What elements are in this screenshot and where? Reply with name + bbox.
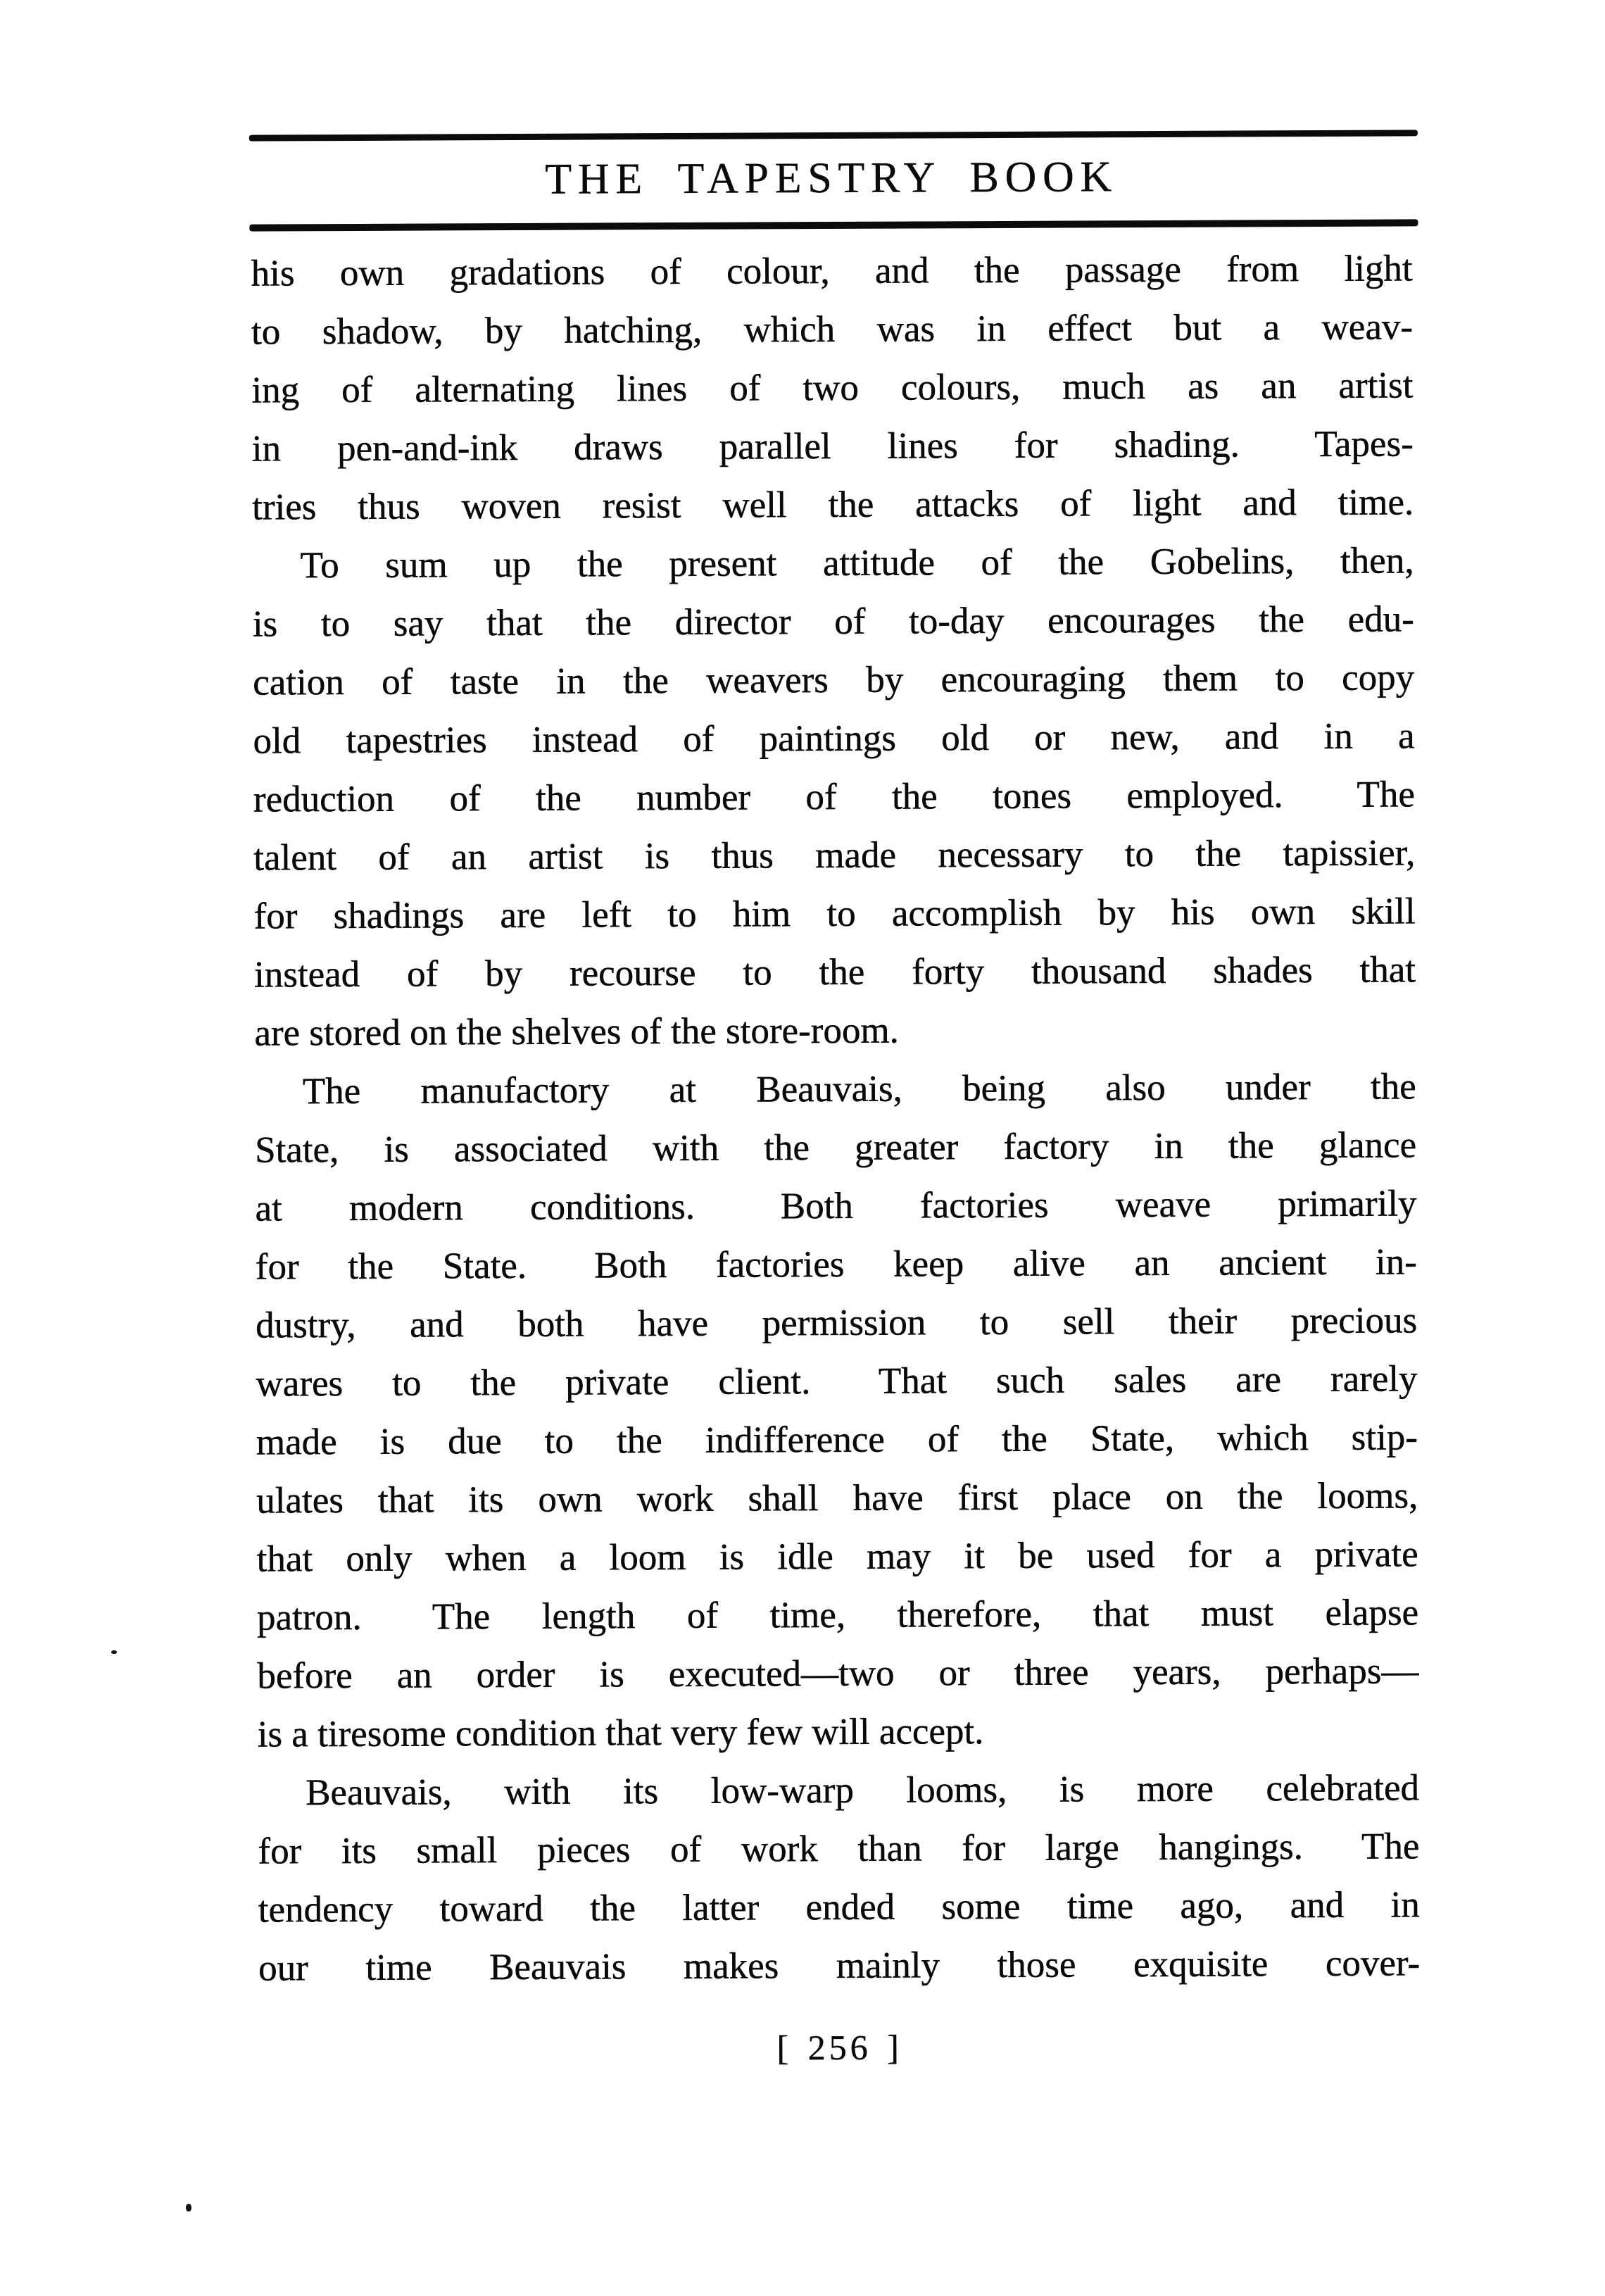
header-rule-top	[249, 130, 1418, 141]
text-line: made is due to the indifference of the State, which stip-	[256, 1417, 1418, 1463]
page-number: [ 256 ]	[776, 2027, 902, 2068]
text-line: patron. The length of time, therefore, that must elapse	[256, 1592, 1419, 1638]
text-line: tendency toward the latter ended some time ago, and in	[258, 1884, 1420, 1931]
text-line: old tapestries instead of paintings old or new, and in a	[253, 715, 1415, 762]
text-line: for shadings are left to him to accomplish by his own skill	[253, 891, 1416, 937]
text-line: for the State. Both factories keep alive an ancient in-	[255, 1241, 1417, 1288]
text-line: are stored on the shelves of the store-room.	[254, 1010, 899, 1054]
text-line: tries thus woven resist well the attacks of light and time.	[252, 482, 1414, 528]
text-line: wares to the private client. That such sales are rarely	[256, 1358, 1418, 1405]
running-head: THE TAPESTRY BOOK	[545, 153, 1119, 203]
ink-speck	[111, 1650, 117, 1654]
text-line: Beauvais, with its low-warp looms, is more celebrated	[305, 1767, 1420, 1814]
text-line: that only when a loom is idle may it be used for a private	[256, 1533, 1418, 1580]
text-line: instead of by recourse to the forty thousand shades that	[253, 949, 1416, 996]
text-line: cation of taste in the weavers by encouraging them to copy	[253, 657, 1415, 703]
text-line: ing of alternating lines of two colours, much as an artist	[251, 365, 1414, 411]
text-line: in pen-and-ink draws parallel lines for shading. Tapes-	[251, 423, 1414, 470]
text-line: our time Beauvais makes mainly those exquisite cover-	[258, 1943, 1421, 1989]
text-line: is a tiresome condition that very few will accept.	[257, 1711, 984, 1755]
text-line: talent of an artist is thus made necessary to the tapissier,	[253, 832, 1416, 879]
text-line: dustry, and both have permission to sell their precious	[256, 1300, 1418, 1346]
page-body	[251, 239, 1421, 1997]
text-line: is to say that the director of to-day encourages the edu-	[252, 598, 1414, 645]
header-rule-bottom	[249, 219, 1418, 231]
text-line: reduction of the number of the tones employed. The	[253, 774, 1416, 820]
text-line: before an order is executed—two or three years, perhaps—	[257, 1650, 1419, 1697]
text-line: his own gradations of colour, and the passage from light	[251, 248, 1413, 294]
text-line: The manufactory at Beauvais, being also under the	[302, 1066, 1416, 1112]
text-line: State, is associated with the greater factory in the glance	[255, 1124, 1417, 1171]
ink-speck	[186, 2204, 191, 2212]
text-line: for its small pieces of work than for large hangings. The	[258, 1826, 1420, 1872]
text-line: at modern conditions. Both factories weave primarily	[255, 1183, 1417, 1229]
text-line: to shadow, by hatching, which was in effect but a weav-	[251, 306, 1414, 353]
text-line: To sum up the present attitude of the Gobelins, then,	[300, 540, 1414, 586]
text-line: ulates that its own work shall have first place on the looms,	[256, 1475, 1418, 1522]
